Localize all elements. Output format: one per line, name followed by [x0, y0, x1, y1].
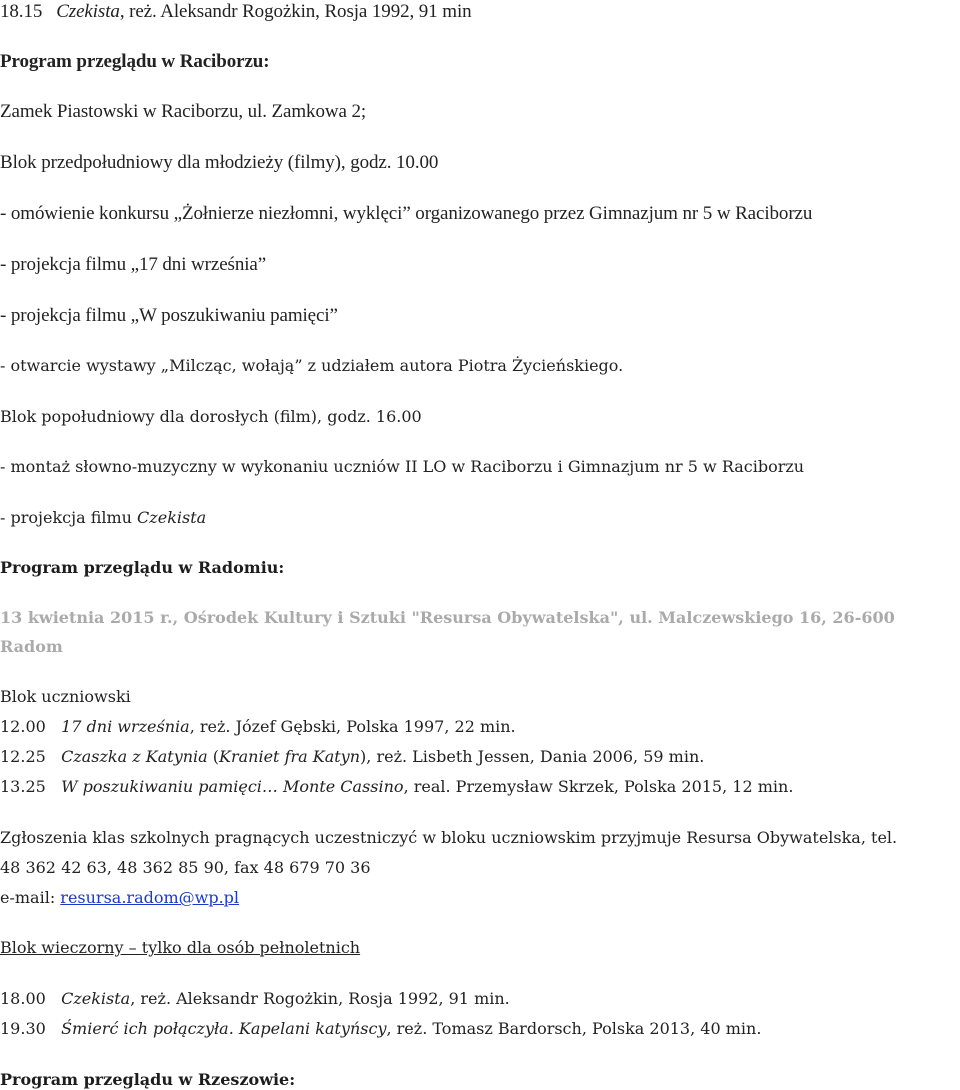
film-details: , reż. Tomasz Bardorsch, Polska 2013, 40 min. [386, 1019, 762, 1038]
screening-line [0, 2, 472, 22]
radom-email-line [0, 888, 239, 908]
screening-time: 12.00 [0, 717, 46, 736]
radom-registration: Zgłoszenia klas szkolnych pragnących uczestniczyć w bloku uczniowskim przyjmuje Resursa Obywatelska, tel. [0, 828, 898, 847]
raciborz-venue: Zamek Piastowski w Raciborzu, ul. Zamkowa 2; [0, 101, 367, 122]
screening-time: 19.30 [0, 1019, 46, 1038]
screening-line [0, 747, 704, 767]
film-title: Czaszka z Katynia [61, 747, 208, 766]
raciborz-afternoon-block: Blok popołudniowy dla dorosłych (film), godz. 16.00 [0, 407, 422, 426]
screening-time: 12.25 [0, 747, 46, 766]
radom-registration-phones: 48 362 42 63, 48 362 85 90, fax 48 679 70 36 [0, 858, 371, 877]
film-title: Śmierć ich połączyła. Kapelani katyńscy [61, 1019, 387, 1038]
screening-line [0, 717, 516, 737]
email-label: e-mail: [0, 888, 61, 907]
film-title: Czekista [56, 1, 120, 22]
film-title: W poszukiwaniu pamięci… Monte Cassino [61, 777, 404, 796]
film-details: , real. Przemysław Skrzek, Polska 2015, 12 min. [403, 777, 794, 796]
film-title: Czekista [137, 508, 207, 527]
heading-radom: Program przeglądu w Radomiu: [0, 558, 285, 577]
radom-venue: 13 kwietnia 2015 r., Ośrodek Kultury i Sztuki "Resursa Obywatelska", ul. Malczewskiego 16, 26-600 Radom [0, 608, 895, 656]
film-details: , reż. Józef Gębski, Polska 1997, 22 min. [189, 717, 516, 736]
radom-evening-block: Blok wieczorny – tylko dla osób pełnoletnich [0, 938, 361, 957]
film-details: , reż. Aleksandr Rogożkin, Rosja 1992, 91 min. [130, 989, 510, 1008]
raciborz-item: - omówienie konkursu „Żołnierze niezłomni, wyklęci” organizowanego przez Gimnazjum nr 5 w Raciborzu [0, 203, 813, 224]
radom-student-block: Blok uczniowski [0, 687, 131, 706]
film-title: Czekista [61, 989, 131, 1008]
raciborz-item: - projekcja filmu „W poszukiwaniu pamięci” [0, 305, 338, 326]
heading-rzeszow: Program przeglądu w Rzeszowie: [0, 1070, 296, 1089]
screening-line [0, 777, 793, 797]
screening-time: 13.25 [0, 777, 46, 796]
raciborz-film-line [0, 508, 206, 528]
screening-line [0, 989, 510, 1009]
screening-time: 18.15 [0, 1, 43, 22]
film-details: ), reż. Lisbeth Jessen, Dania 2006, 59 min. [360, 747, 705, 766]
raciborz-item: - otwarcie wystawy „Milcząc, wołają” z udziałem autora Piotra Życieńskiego. [0, 356, 624, 375]
film-title: 17 dni września [61, 717, 190, 736]
screening-time: 18.00 [0, 989, 46, 1008]
email-link[interactable]: resursa.radom@wp.pl [60, 888, 240, 907]
raciborz-morning-block: Blok przedpołudniowy dla młodzieży (filmy), godz. 10.00 [0, 152, 439, 173]
film-prefix: - projekcja filmu [0, 508, 138, 527]
film-details: , reż. Aleksandr Rogożkin, Rosja 1992, 91 min [119, 1, 472, 22]
raciborz-afternoon-item: - montaż słowno-muzyczny w wykonaniu uczniów II LO w Raciborzu i Gimnazjum nr 5 w Raciborzu [0, 457, 805, 476]
screening-line [0, 1019, 761, 1039]
film-details: ( [207, 747, 220, 766]
heading-raciborz: Program przeglądu w Raciborzu: [0, 51, 270, 72]
film-original-title: Kraniet fra Katyn [219, 747, 361, 766]
raciborz-item: - projekcja filmu „17 dni września” [0, 254, 267, 275]
